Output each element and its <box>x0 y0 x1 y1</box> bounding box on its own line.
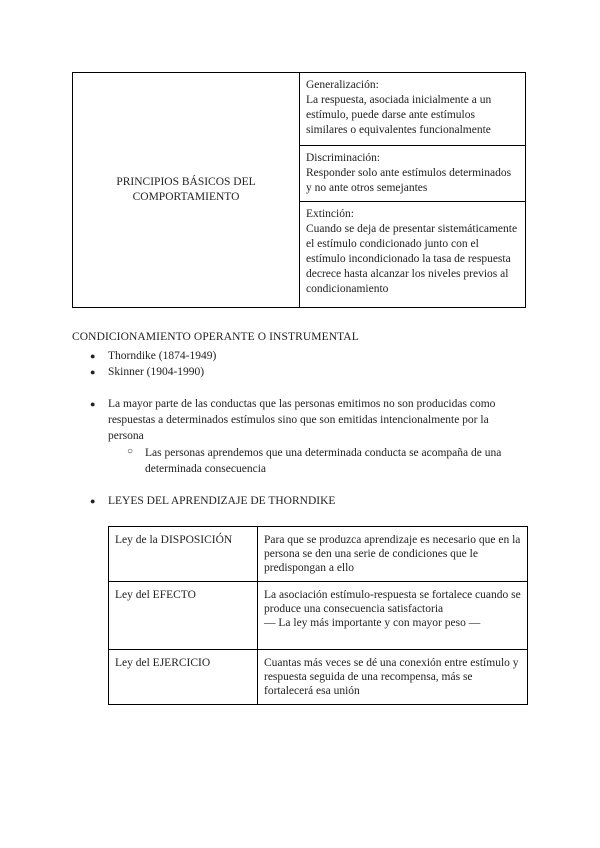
principle-text: Cuando se deja de presentar sistemáticamente el estímulo condicionado junto con el estímulo incondicionado la tasa de respuesta decrece hasta alcanzar los niveles previos al condicionamiento <box>306 223 518 295</box>
principle-title: Extinción: <box>306 208 354 220</box>
principle-cell <box>300 146 526 202</box>
bullet-icon: ● <box>90 351 96 361</box>
table-row <box>73 73 526 146</box>
list-item <box>90 348 216 364</box>
law-name: Ley del EFECTO <box>109 582 258 650</box>
law-name: Ley de la DISPOSICIÓN <box>109 527 258 582</box>
principle-title: Discriminación: <box>306 152 381 164</box>
main-bullet-list <box>90 396 520 444</box>
author-text: Skinner (1904-1990) <box>108 366 205 378</box>
law-note: — La ley más importante y con mayor peso — <box>264 617 481 629</box>
principle-cell <box>300 73 526 146</box>
list-item <box>90 364 216 380</box>
list-item <box>90 396 520 444</box>
table-row <box>109 582 528 650</box>
list-item <box>127 445 527 477</box>
law-text: Cuantas más veces se dé una conexión entre estímulo y respuesta seguida de una recompensa, más se fortalecerá esa unión <box>264 657 519 697</box>
laws-table <box>108 526 528 705</box>
sub-bullet-list <box>127 445 527 477</box>
law-text: Para que se produzca aprendizaje es necesario que en la persona se den una serie de condiciones que le predispongan a ello <box>264 534 521 574</box>
principles-table <box>72 72 526 308</box>
section-title: CONDICIONAMIENTO OPERANTE O INSTRUMENTAL <box>72 331 359 343</box>
laws-heading-list <box>90 493 335 509</box>
law-name: Ley del EJERCICIO <box>109 650 258 705</box>
authors-list <box>90 348 216 380</box>
bullet-text: La mayor parte de las conductas que las personas emitimos no son producidas como respuestas a determinados estímulos sino que son emitidas intencionalmente por la persona <box>108 398 496 442</box>
principles-label: PRINCIPIOS BÁSICOS DEL COMPORTAMIENTO <box>73 73 300 308</box>
hollow-bullet-icon: ○ <box>127 446 134 457</box>
laws-heading: LEYES DEL APRENDIZAJE DE THORNDIKE <box>108 495 336 507</box>
law-description <box>258 527 528 582</box>
sub-bullet-text: Las personas aprendemos que una determinada conducta se acompaña de una determinada consecuencia <box>145 447 502 475</box>
author-text: Thorndike (1874-1949) <box>108 350 217 362</box>
principle-title: Generalización: <box>306 79 379 91</box>
principle-text: Responder solo ante estímulos determinados y no ante otros semejantes <box>306 167 512 194</box>
law-description <box>258 582 528 650</box>
list-item <box>90 493 335 509</box>
table-row <box>109 650 528 705</box>
table-row <box>109 527 528 582</box>
bullet-icon: ● <box>90 399 96 409</box>
law-text: La asociación estímulo-respuesta se fortalece cuando se produce una consecuencia satisfactoria <box>264 589 521 615</box>
law-description <box>258 650 528 705</box>
principle-text: La respuesta, asociada inicialmente a un estímulo, puede darse ante estímulos similares o equivalentes funcionalmente <box>306 94 492 136</box>
bullet-icon: ● <box>90 367 96 377</box>
principle-cell <box>300 202 526 308</box>
bullet-icon: ● <box>90 496 96 506</box>
